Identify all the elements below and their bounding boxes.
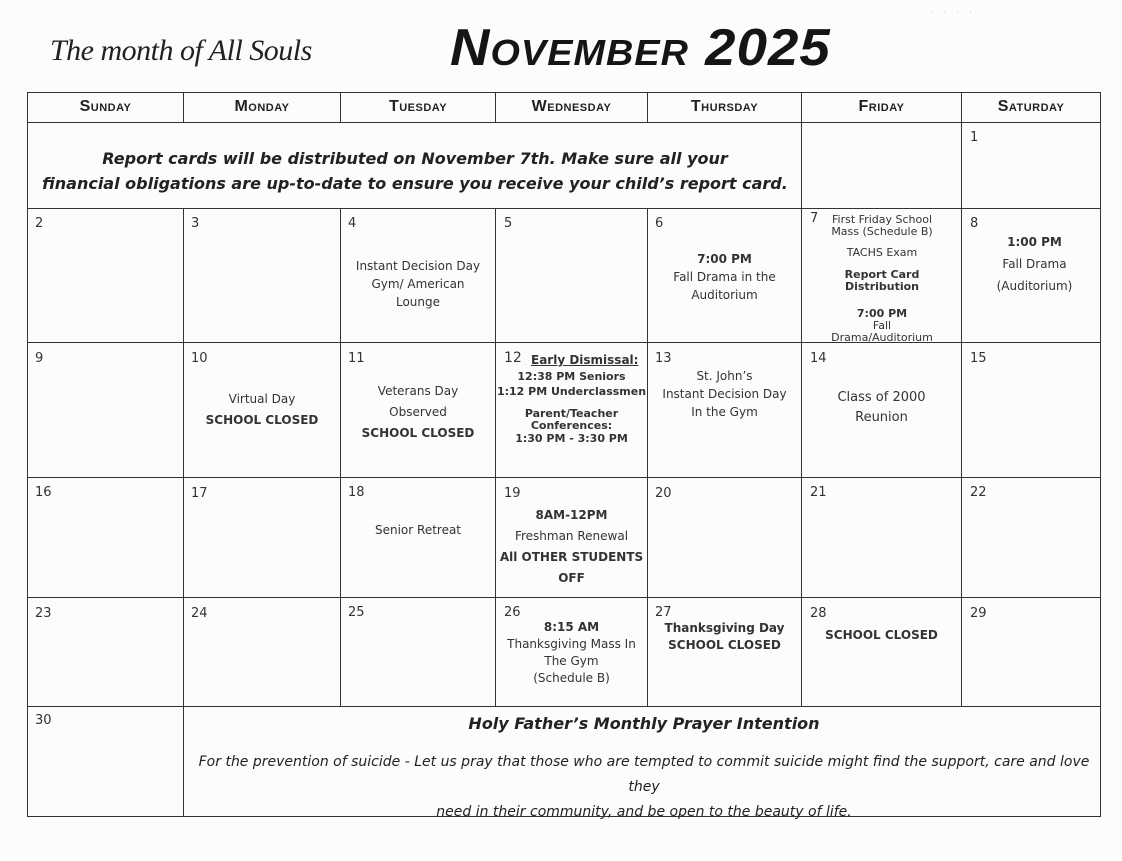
event-line: SCHOOL CLOSED bbox=[205, 413, 319, 427]
event-nov14 bbox=[802, 388, 961, 428]
prayer-line: For the prevention of suicide - Let us pray that those who are tempted to commit suicide might find the support, care and love they bbox=[198, 754, 1090, 795]
weekday-tuesday: Tuesday bbox=[388, 98, 448, 115]
event-line: Virtual Day bbox=[228, 392, 296, 406]
calendar-title: November 2025 bbox=[450, 19, 831, 77]
banner-line: financial obligations are up-to-date to ensure you receive your child’s report card. bbox=[42, 174, 788, 193]
report-card-banner bbox=[30, 146, 800, 196]
day-number: 5 bbox=[504, 216, 513, 231]
weekday-sunday: Sunday bbox=[79, 98, 132, 115]
event-nov11 bbox=[341, 382, 495, 442]
prayer-title: Holy Father’s Monthly Prayer Intention bbox=[468, 714, 820, 733]
day-number: 18 bbox=[348, 485, 365, 500]
event-line: The Gym bbox=[544, 654, 599, 668]
day-number: 12 bbox=[504, 350, 522, 366]
event-nov7 bbox=[822, 214, 942, 344]
day-number: 29 bbox=[970, 606, 987, 621]
event-line: Class of 2000 bbox=[837, 390, 926, 405]
event-line: Observed bbox=[389, 405, 447, 419]
day-number: 2 bbox=[35, 216, 44, 231]
event-line: Fall Drama in the bbox=[673, 270, 776, 284]
calendar-subtitle: The month of All Souls bbox=[50, 34, 312, 67]
day-number: 22 bbox=[970, 485, 987, 500]
day-number: 24 bbox=[191, 606, 208, 621]
event-line: Conferences: bbox=[530, 419, 613, 432]
day-number: 10 bbox=[191, 351, 208, 366]
event-nov18 bbox=[341, 521, 495, 539]
day-number: 27 bbox=[655, 605, 672, 620]
banner-line: Report cards will be distributed on November 7th. Make sure all your bbox=[102, 149, 728, 168]
event-line: Thanksgiving Day bbox=[664, 621, 785, 635]
day-number: 7 bbox=[810, 211, 819, 226]
day-number: 3 bbox=[191, 216, 200, 231]
day-number: 11 bbox=[348, 351, 365, 366]
weekday-friday: Friday bbox=[858, 98, 905, 115]
day-number: 19 bbox=[504, 486, 521, 501]
day-number: 1 bbox=[970, 130, 979, 145]
day-number: 8 bbox=[970, 216, 979, 231]
day-number: 9 bbox=[35, 351, 44, 366]
event-nov19 bbox=[496, 505, 647, 589]
event-line: 1:12 PM Underclassmen bbox=[496, 385, 647, 398]
day-number: 13 bbox=[655, 351, 672, 366]
event-nov8 bbox=[962, 233, 1107, 295]
event-line: Gym/ American bbox=[371, 277, 465, 291]
day-number: 21 bbox=[810, 485, 827, 500]
event-line: SCHOOL CLOSED bbox=[668, 638, 781, 652]
event-line: (Schedule B) bbox=[533, 671, 610, 685]
day-number: 23 bbox=[35, 606, 52, 621]
scan-artifact: · · · · bbox=[930, 8, 976, 17]
weekday-monday: Monday bbox=[234, 98, 290, 115]
day-number: 25 bbox=[348, 605, 365, 620]
event-line: Parent/Teacher bbox=[524, 407, 619, 420]
day-number: 28 bbox=[810, 606, 827, 621]
event-nov27 bbox=[648, 620, 801, 654]
day-number: 26 bbox=[504, 605, 521, 620]
event-line: Instant Decision Day bbox=[662, 387, 787, 401]
event-line: In the Gym bbox=[691, 405, 758, 419]
weekday-wednesday: Wednesday bbox=[531, 98, 612, 115]
event-line: 12:38 PM Seniors bbox=[517, 370, 626, 383]
event-time: 7:00 PM bbox=[856, 307, 908, 320]
event-line: Reunion bbox=[855, 410, 908, 425]
event-nov10 bbox=[184, 390, 340, 429]
day-number: 20 bbox=[655, 486, 672, 501]
event-line: Fall Drama/Auditorium bbox=[831, 319, 933, 344]
day-number: 15 bbox=[970, 351, 987, 366]
day-number: 4 bbox=[348, 216, 357, 231]
event-nov4 bbox=[341, 257, 495, 311]
prayer-line: need in their community, and be open to the beauty of life. bbox=[436, 804, 852, 820]
event-line: Mass (Schedule B) bbox=[831, 225, 933, 238]
event-line: Fall Drama bbox=[1002, 257, 1067, 271]
event-time: 1:30 PM - 3:30 PM bbox=[515, 432, 628, 445]
event-nov13 bbox=[648, 367, 801, 421]
event-line: First Friday School bbox=[832, 213, 932, 226]
event-heading: Early Dismissal: bbox=[531, 353, 639, 367]
event-line: Veterans Day bbox=[377, 384, 459, 398]
event-line: Thanksgiving Mass In bbox=[507, 637, 636, 651]
event-line: St. John’s bbox=[696, 369, 753, 383]
event-line: Report Card Distribution bbox=[844, 268, 920, 293]
event-time: 7:00 PM bbox=[697, 252, 752, 266]
event-line: Lounge bbox=[395, 295, 441, 309]
event-line: SCHOOL CLOSED bbox=[825, 628, 938, 642]
event-line: Instant Decision Day bbox=[355, 259, 481, 273]
event-line: Auditorium bbox=[691, 288, 758, 302]
event-nov28 bbox=[802, 626, 961, 644]
event-line: (Auditorium) bbox=[996, 279, 1073, 293]
event-nov26 bbox=[496, 619, 647, 687]
event-time: 1:00 PM bbox=[1007, 235, 1062, 249]
day-number: 6 bbox=[655, 216, 664, 231]
day-number: 30 bbox=[35, 713, 52, 728]
day-number: 14 bbox=[810, 351, 827, 366]
event-line: SCHOOL CLOSED bbox=[361, 426, 475, 440]
event-nov6 bbox=[648, 250, 801, 304]
prayer-text bbox=[184, 750, 1104, 825]
day-number: 16 bbox=[35, 485, 52, 500]
day-number: 17 bbox=[191, 486, 208, 501]
event-line: Freshman Renewal bbox=[514, 529, 629, 543]
event-line: OFF bbox=[558, 571, 585, 585]
weekday-saturday: Saturday bbox=[997, 98, 1065, 115]
event-line: Senior Retreat bbox=[374, 523, 462, 537]
event-time: 8:15 AM bbox=[543, 620, 600, 634]
event-time: 8AM-12PM bbox=[535, 508, 608, 522]
event-line: TACHS Exam bbox=[846, 246, 918, 259]
weekday-thursday: Thursday bbox=[690, 98, 759, 115]
event-line: All OTHER STUDENTS bbox=[499, 550, 644, 564]
